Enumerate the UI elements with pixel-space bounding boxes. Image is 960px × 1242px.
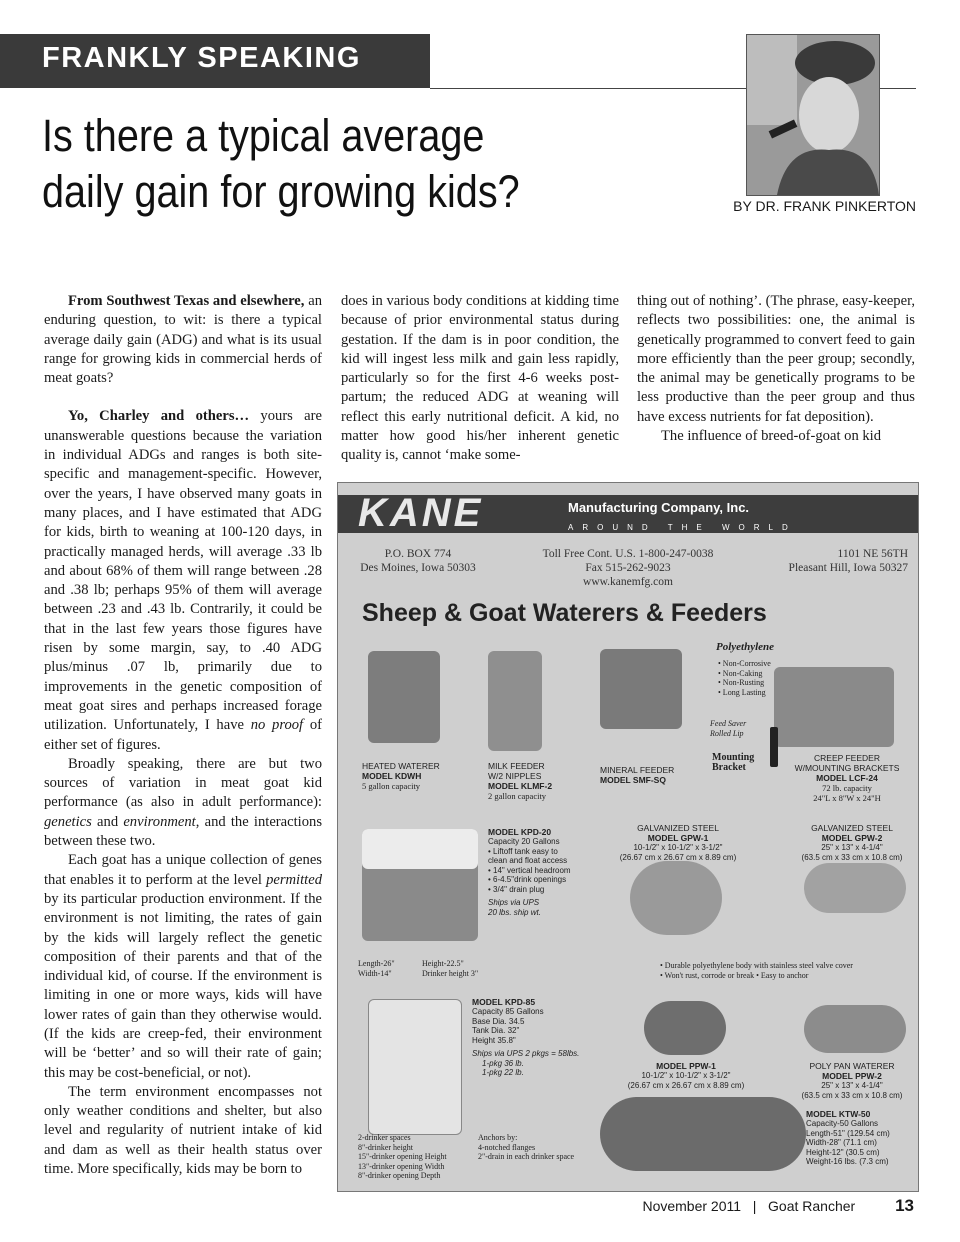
kpd20-dims-right xyxy=(422,959,478,978)
label-line: MODEL PPW-1 xyxy=(656,1061,716,1071)
paragraph: thing out of nothing’. (The phrase, easy-keeper, reflects two possibilities: one, the animal is genetically programmed to convert feed to gain more efficiently than the peer group; secondly, the animal may be genetically programs to be less productive than the peer group and thus have excess nutrients for fat deposition). xyxy=(637,293,915,425)
kpd85-label xyxy=(472,997,579,1078)
address-line: Pleasant Hill, Iowa 50327 xyxy=(788,562,908,574)
paragraph: does in various body conditions at kidding time because of prior environmental status during gestation. If the dam is in poor condition, the kid will ingest less milk and gain less rapidly, particularly so for the first 4-6 weeks post-partum; the reduced ADG at weaning will reflect this early nutritional deficit. A kid, no matter how good his/her inherent genetic quality is, cannot ‘make some- xyxy=(341,293,619,464)
page-footer xyxy=(642,1196,914,1216)
section-banner xyxy=(0,34,430,88)
label-line: Width-14" xyxy=(358,968,392,978)
label-line: 1-pkg 36 lb. xyxy=(482,1058,524,1068)
emphasis: environment xyxy=(123,813,196,830)
label-line: (63.5 cm x 33 cm x 10.8 cm) xyxy=(801,852,903,862)
kane-advertisement xyxy=(337,482,919,1192)
label-line: MODEL GPW-2 xyxy=(821,833,883,843)
label-line: Height-12" (30.5 cm) xyxy=(806,1147,880,1157)
article-column-1 xyxy=(44,292,322,1179)
ktw50-label xyxy=(806,1109,890,1167)
kpd85-anchor-specs xyxy=(478,1133,574,1162)
headline-line-1: Is there a typical average xyxy=(42,110,485,161)
kpd20-label xyxy=(488,827,571,917)
label-line: 72 lb. capacity xyxy=(822,783,872,793)
label-line: MODEL SMF-SQ xyxy=(600,775,666,785)
address-box-2 xyxy=(768,547,908,575)
feed-saver-note xyxy=(710,719,746,738)
label-line: Height 35.8" xyxy=(472,1035,516,1045)
headline xyxy=(42,108,570,220)
note-line: • Durable polyethylene body with stainless steel valve cover xyxy=(660,961,853,970)
mounting-bracket-label xyxy=(712,753,754,772)
paragraph: The influence of breed-of-goat on kid xyxy=(661,428,882,445)
paragraph xyxy=(44,851,322,1083)
tagline: AROUND THE WORLD xyxy=(568,523,797,532)
ppw2-image xyxy=(804,1005,906,1053)
label-line: MODEL KLMF-2 xyxy=(488,781,553,791)
gpw2-label xyxy=(792,823,912,862)
label-line: W/2 NIPPLES xyxy=(488,771,542,781)
label-line: (63.5 cm x 33 cm x 10.8 cm) xyxy=(801,1090,903,1100)
ppw1-label xyxy=(626,1061,746,1090)
label-line: CREEP FEEDER xyxy=(814,753,880,763)
ppw2-label xyxy=(792,1061,912,1100)
kane-logo: KANE xyxy=(358,491,484,535)
label-line: Ships via UPS xyxy=(488,898,540,907)
kpd85-image xyxy=(368,999,462,1135)
label-line: (26.67 cm x 26.67 cm x 8.89 cm) xyxy=(627,1080,745,1090)
label-line: W/MOUNTING BRACKETS xyxy=(794,763,900,773)
smf-label xyxy=(600,765,674,785)
label-line: 10-1/2" x 10-1/2" x 3-1/2" xyxy=(633,843,723,852)
heated-waterer-image xyxy=(368,651,440,743)
section-title: FRANKLY SPEAKING xyxy=(42,42,361,74)
spec-line: 15"-drinker opening Height xyxy=(358,1152,447,1161)
paragraph xyxy=(44,755,322,851)
label-line: MODEL PPW-2 xyxy=(822,1071,882,1081)
company-name: Manufacturing Company, Inc. xyxy=(568,500,750,515)
klmf-label xyxy=(488,761,552,801)
phone-line: Toll Free Cont. U.S. 1-800-247-0038 xyxy=(542,548,714,560)
feature-item: • 14" vertical headroom xyxy=(488,865,571,875)
spec-line: 2"-drain in each drinker space xyxy=(478,1152,575,1161)
label-line: MODEL KDWH xyxy=(362,771,422,781)
label-line: 2 gallon capacity xyxy=(488,791,547,801)
label-line: MINERAL FEEDER xyxy=(600,765,675,775)
label-line: 20 lbs. ship wt. xyxy=(488,907,541,917)
paragraph-text: yours are unanswerable questions because the variation in individual ADGs and ranges is both site-specific and management-specific. However, over the years, I have observed many goats in many places, and I have estimated that ADG for kids, birth to weaning at 100-120 days, in practically managed herds, will average .33 lb and about 68% of them will range between .28 and .38 lb; perhaps 95% of them will average between .23 and .43 lb. Contrarily, it could be that in the last few years those figures have risen by some margin, say, to .40 ADG plus/minus .07 lb, primarily due to improvements in the genetic composition of meat goat sires and perhaps increased forage utilization. Unfortunately, I have xyxy=(44,408,322,734)
paragraph-text: Broadly speaking, there are but two sources of variation in meat goat kid performance (as also in adult performance): xyxy=(44,755,322,811)
paragraph xyxy=(44,407,322,754)
creep-feeder-image xyxy=(774,667,894,747)
label-line: 10-1/2" x 10-1/2" x 3-1/2" xyxy=(641,1071,731,1080)
kdwh-label xyxy=(362,761,440,791)
label-line: 24"L x 8"W x 24"H xyxy=(813,793,881,803)
label-line: Length-26" xyxy=(358,959,395,968)
label-line: Base Dia. 34.5 xyxy=(472,1016,525,1026)
label-line: 25" x 13" x 4-1/4" xyxy=(821,843,883,852)
label-line: MODEL KPD-85 xyxy=(472,997,536,1007)
label-line: MODEL LCF-24 xyxy=(816,773,878,783)
polyethylene-heading: Polyethylene xyxy=(716,641,775,653)
address-line: 1101 NE 56TH xyxy=(837,548,908,560)
note-line: Feed Saver xyxy=(710,719,747,728)
emphasis: permitted xyxy=(266,871,322,888)
feature-item: • Long Lasting xyxy=(718,687,766,697)
label-line: MILK FEEDER xyxy=(488,761,545,771)
address-box xyxy=(358,547,478,575)
label-line: (26.67 cm x 26.67 cm x 8.89 cm) xyxy=(619,852,737,862)
label-line: MODEL KPD-20 xyxy=(488,827,552,837)
kpd20-lid-image xyxy=(362,829,478,869)
issue-date: November 2011 xyxy=(642,1198,742,1214)
label-line: Height-22.5" xyxy=(422,959,464,968)
label-line: Bracket xyxy=(712,761,746,773)
feature-item: • Liftoff tank easy to xyxy=(488,846,558,856)
gpw2-image xyxy=(804,863,906,913)
spec-line: 13"-drinker opening Width xyxy=(358,1161,445,1171)
paragraph-text: and xyxy=(91,813,124,830)
gpw1-label xyxy=(618,823,738,862)
label-line: 25" x 13" x 4-1/4" xyxy=(821,1081,883,1090)
durable-note xyxy=(660,961,853,980)
kpd85-drinker-specs xyxy=(358,1133,447,1181)
label-line: 5 gallon capacity xyxy=(362,781,421,791)
lead-in: From Southwest Texas and elsewhere, xyxy=(68,293,305,309)
website-line: www.kanemfg.com xyxy=(583,576,673,588)
paragraph-text: Each goat has a unique collection of genes that enables it to perform at the level xyxy=(44,852,322,888)
feature-item: • Non-Corrosive xyxy=(718,659,771,668)
paragraph xyxy=(44,292,322,388)
contact-box xyxy=(528,547,728,589)
ktw50-image xyxy=(600,1097,806,1171)
paragraph-text: , and the interactions between these two. xyxy=(44,813,322,850)
spec-line: 2-drinker spaces xyxy=(358,1133,411,1142)
lead-in: Yo, Charley and others… xyxy=(68,408,250,425)
label-line: GALVANIZED STEEL xyxy=(637,823,719,833)
byline: BY DR. FRANK PINKERTON xyxy=(733,198,916,214)
article-column-3 xyxy=(637,292,915,446)
label-line: POLY PAN WATERER xyxy=(809,1061,895,1071)
ad-title: Sheep & Goat Waterers & Feeders xyxy=(362,599,767,627)
poly-features xyxy=(718,659,771,697)
footer-separator: | xyxy=(752,1198,757,1214)
feature-item: • Non-Rusting xyxy=(718,678,765,687)
label-line: Capacity 85 Gallons xyxy=(472,1007,544,1016)
label-line: Weight-16 lbs. (7.3 cm) xyxy=(806,1157,889,1166)
kpd20-dims-left xyxy=(358,959,395,978)
label-line: MODEL KTW-50 xyxy=(806,1109,871,1119)
emphasis: no proof xyxy=(250,717,304,734)
mounting-bracket-image xyxy=(770,727,778,767)
label-line: HEATED WATERER xyxy=(362,761,440,771)
mineral-feeder-image xyxy=(600,649,682,729)
label-line: Capacity-50 Gallons xyxy=(806,1119,879,1128)
paragraph-text: of either set of figures. xyxy=(44,717,322,753)
label-line: Tank Dia. 32" xyxy=(472,1026,520,1035)
author-photo-image xyxy=(747,35,879,195)
milk-feeder-image xyxy=(488,651,542,751)
label-line: Mounting xyxy=(712,752,755,763)
ppw1-image xyxy=(644,1001,726,1055)
paragraph-text: by its particular production environment. If the environment is not limiting, the rates of gain by the kids will largely reflect the genetic composition of their parents and that of the individual kid, of course. If the environment is limiting in one or more ways, kids will have lower rates of gain than they otherwise would. (If the kids are creep-fed, their environment will be ‘better’ and so will their rate of gain; this may be cost-beneficial, or not). xyxy=(44,890,322,1081)
label-line: MODEL GPW-1 xyxy=(647,833,709,843)
spec-line: Anchors by: xyxy=(478,1133,518,1142)
magazine-name: Goat Rancher xyxy=(768,1198,856,1214)
address-line: P.O. BOX 774 xyxy=(384,548,452,560)
feature-item: • Non-Caking xyxy=(718,668,763,678)
emphasis: genetics xyxy=(44,813,92,830)
spec-line: 4-notched flanges xyxy=(478,1142,536,1152)
fax-line: Fax 515-262-9023 xyxy=(585,562,671,574)
label-line: GALVANIZED STEEL xyxy=(811,823,893,833)
gpw1-image xyxy=(630,861,722,935)
label-line: Capacity 20 Gallons xyxy=(488,837,560,846)
note-line: Rolled Lip xyxy=(710,728,744,738)
label-line: 1-pkg 22 lb. xyxy=(482,1068,524,1077)
paragraph-text: an enduring question, to wit: is there a typical average daily gain (ADG) and what is its usual range for growing kids in commercial herds of meat goats? xyxy=(44,293,322,387)
paragraph: The term environment encompasses not only weather conditions and shelter, but also level and regularity of nutrient intake of kid and dam as well as their health status over time. More specifically, kids may be born to xyxy=(44,1083,322,1178)
spec-line: 8"-drinker opening Depth xyxy=(358,1171,441,1180)
label-line: Drinker height 3" xyxy=(422,968,479,978)
feature-item: clean and float access xyxy=(488,856,568,865)
label-line: Ships via UPS 2 pkgs = 58lbs. xyxy=(472,1049,580,1058)
spec-line: 8"-drinker height xyxy=(358,1142,414,1152)
note-line: • Won't rust, corrode or break • Easy to anchor xyxy=(660,970,809,980)
headline-line-2: daily gain for growing kids? xyxy=(42,166,520,217)
page-number: 13 xyxy=(895,1196,914,1215)
label-line: Length-51" (129.54 cm) xyxy=(806,1128,890,1138)
address-line: Des Moines, Iowa 50303 xyxy=(360,562,476,574)
author-photo xyxy=(746,34,880,196)
feature-item: • 6-4.5"drink openings xyxy=(488,875,567,884)
label-line: Width-28" (71.1 cm) xyxy=(806,1138,877,1147)
lcf-label xyxy=(784,753,910,803)
feature-item: • 3/4" drain plug xyxy=(488,884,545,894)
article-column-2 xyxy=(341,292,619,466)
